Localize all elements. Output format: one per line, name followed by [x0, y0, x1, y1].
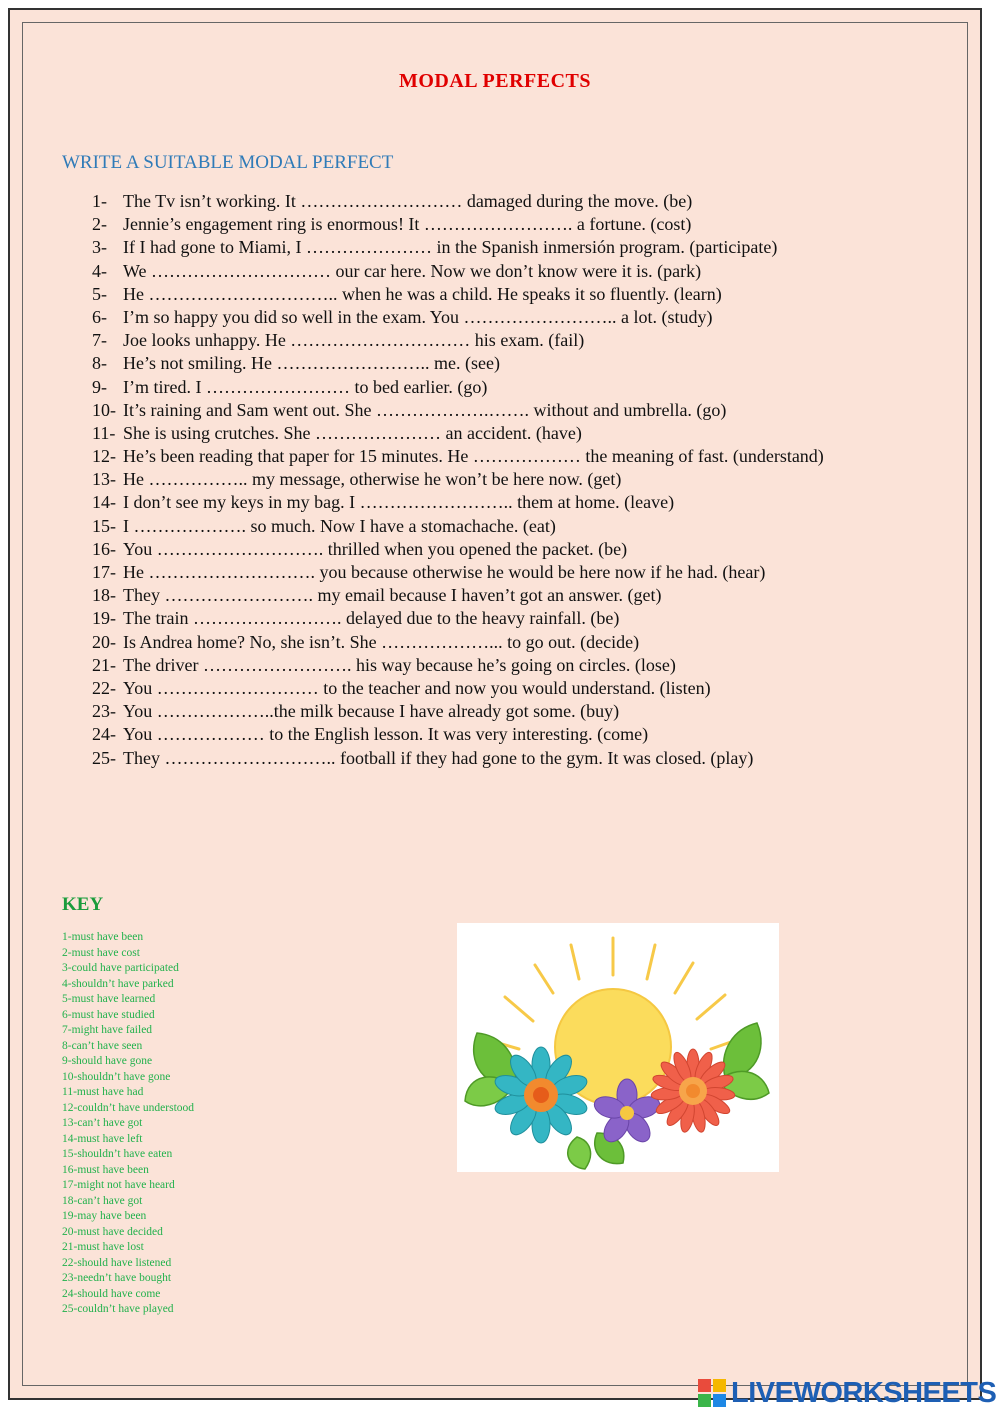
question-number: 14- [92, 492, 116, 513]
answer-key-item: 23-needn’t have bought [62, 1272, 172, 1284]
answer-key-item: 24-should have come [62, 1287, 161, 1300]
question-number: 22- [92, 677, 116, 698]
question-item [92, 747, 824, 770]
question-text: The driver ……………………. his way because he’s going on circles. (lose) [123, 654, 676, 675]
question-number: 13- [92, 469, 116, 490]
question-number: 16- [92, 538, 116, 559]
question-number: 20- [92, 631, 116, 652]
question-number: 12- [92, 446, 116, 467]
question-text: You ………………………. thrilled when you opened the packet. (be) [123, 538, 628, 559]
question-text: She is using crutches. She ………………… an accident. (have) [123, 422, 582, 443]
question-number: 23- [92, 701, 116, 722]
question-number: 1- [92, 191, 107, 211]
question-item [92, 260, 824, 283]
answer-key-item: 14-must have left [62, 1132, 143, 1145]
question-text: They ……………………….. football if they had gone to the gym. It was closed. (play) [123, 747, 754, 768]
question-number: 11- [92, 422, 116, 443]
question-number: 10- [92, 399, 116, 420]
question-item [92, 515, 824, 538]
question-text: I’m tired. I …………………… to bed earlier. (go) [123, 376, 488, 397]
question-number: 2- [92, 214, 107, 235]
question-item [92, 561, 824, 584]
worksheet-page [8, 8, 982, 1400]
question-text: Is Andrea home? No, she isn’t. She ………………... to go out. (decide) [123, 631, 640, 652]
question-item [92, 283, 824, 306]
answer-key-item: 4-shouldn’t have parked [62, 977, 174, 990]
question-list [92, 190, 824, 770]
question-item [92, 445, 824, 468]
question-text: Jennie’s engagement ring is enormous! It ……………………. a fortune. (cost) [123, 214, 692, 235]
question-number: 17- [92, 562, 116, 582]
question-number: 19- [92, 608, 116, 629]
question-number: 18- [92, 585, 116, 606]
answer-key-item: 11-must have had [62, 1086, 144, 1098]
question-item [92, 538, 824, 561]
question-item [92, 700, 824, 723]
question-text: The Tv isn’t working. It ……………………… damaged during the move. (be) [123, 191, 693, 211]
answer-key-item: 21-must have lost [62, 1241, 144, 1253]
question-number: 15- [92, 515, 116, 536]
question-text: I’m so happy you did so well in the exam. You …………………….. a lot. (study) [123, 306, 713, 327]
question-item [92, 468, 824, 491]
question-number: 25- [92, 747, 116, 768]
sun-and-flowers-illustration [457, 923, 779, 1172]
question-text: Joe looks unhappy. He ………………………… his exam. (fail) [123, 330, 585, 351]
answer-key-item: 1-must have been [62, 931, 144, 943]
question-item [92, 491, 824, 514]
question-item [92, 306, 824, 329]
question-number: 4- [92, 260, 107, 281]
answer-key-item: 9-should have gone [62, 1055, 153, 1067]
question-text: You ……………… to the English lesson. It was very interesting. (come) [123, 724, 649, 745]
question-text: They ……………………. my email because I haven’t got an answer. (get) [123, 585, 662, 606]
question-item [92, 329, 824, 352]
liveworksheets-logo-icon [697, 1378, 727, 1408]
question-text: The train ……………………. delayed due to the heavy rainfall. (be) [123, 608, 620, 629]
question-item [92, 352, 824, 375]
question-number: 24- [92, 724, 116, 745]
question-item [92, 584, 824, 607]
answer-key-item: 16-must have been [62, 1163, 149, 1176]
question-text: He’s not smiling. He …………………….. me. (see) [123, 353, 500, 374]
question-item [92, 422, 824, 445]
answer-key-item: 25-couldn’t have played [62, 1303, 174, 1315]
question-text: It’s raining and Sam went out. She ……………….……. without and umbrella. (go) [123, 399, 727, 420]
answer-key-item: 3-could have participated [62, 962, 179, 974]
answer-key-item: 12-couldn’t have understood [62, 1101, 195, 1114]
question-text: I ………………. so much. Now I have a stomachache. (eat) [123, 515, 556, 536]
sun-and-flowers-icon [457, 923, 779, 1172]
answer-key-item: 18-can’t have got [62, 1194, 143, 1207]
question-item [92, 190, 824, 213]
answer-key-item: 17-might not have heard [62, 1179, 175, 1191]
question-text: He ………………………. you because otherwise he would be here now if he had. (hear) [123, 562, 766, 582]
question-text: You ……………………… to the teacher and now you would understand. (listen) [123, 677, 711, 698]
question-item [92, 677, 824, 700]
key-heading: KEY [62, 894, 104, 915]
question-number: 5- [92, 283, 107, 304]
answer-key-item: 13-can’t have got [62, 1117, 143, 1129]
question-text: He ………………………….. when he was a child. He speaks it so fluently. (learn) [123, 283, 722, 304]
answer-key-item: 20-must have decided [62, 1225, 163, 1238]
question-item [92, 723, 824, 746]
liveworksheets-logo-text: LIVEWORKSHEETS [731, 1376, 997, 1409]
question-text: If I had gone to Miami, I ………………… in the Spanish inmersión program. (participate) [123, 237, 778, 258]
question-text: He …………….. my message, otherwise he won’t be here now. (get) [123, 469, 622, 490]
question-number: 8- [92, 353, 107, 374]
question-number: 9- [92, 376, 107, 397]
question-text: We ………………………… our car here. Now we don’t know were it is. (park) [123, 260, 702, 281]
answer-key-item: 10-shouldn’t have gone [62, 1070, 171, 1083]
answer-key-list [62, 930, 194, 1318]
question-number: 7- [92, 330, 107, 351]
question-number: 21- [92, 654, 116, 675]
answer-key-item: 7-might have failed [62, 1024, 153, 1036]
page-title: MODAL PERFECTS [398, 70, 592, 92]
answer-key-item: 15-shouldn’t have eaten [62, 1148, 173, 1160]
question-item [92, 607, 824, 630]
question-number: 3- [92, 237, 107, 258]
question-text: He’s been reading that paper for 15 minutes. He ……………… the meaning of fast. (understand) [123, 446, 824, 467]
question-item [92, 654, 824, 677]
question-item [92, 399, 824, 422]
instructions-heading: WRITE A SUITABLE MODAL PERFECT [62, 152, 394, 173]
liveworksheets-branding[interactable] [697, 1375, 996, 1411]
answer-key-item: 5-must have learned [62, 993, 156, 1005]
answer-key-item: 6-must have studied [62, 1008, 155, 1021]
question-number: 6- [92, 306, 107, 327]
question-text: You ………………..the milk because I have already got some. (buy) [123, 701, 620, 722]
question-item [92, 631, 824, 654]
answer-key-item: 19-may have been [62, 1210, 147, 1222]
question-item [92, 213, 824, 236]
answer-key-item: 22-should have listened [62, 1256, 172, 1269]
answer-key-item: 2-must have cost [62, 946, 140, 959]
answer-key-item: 8-can’t have seen [62, 1039, 143, 1052]
question-text: I don’t see my keys in my bag. I …………………….. them at home. (leave) [123, 492, 675, 513]
question-item [92, 236, 824, 259]
question-item [92, 376, 824, 399]
